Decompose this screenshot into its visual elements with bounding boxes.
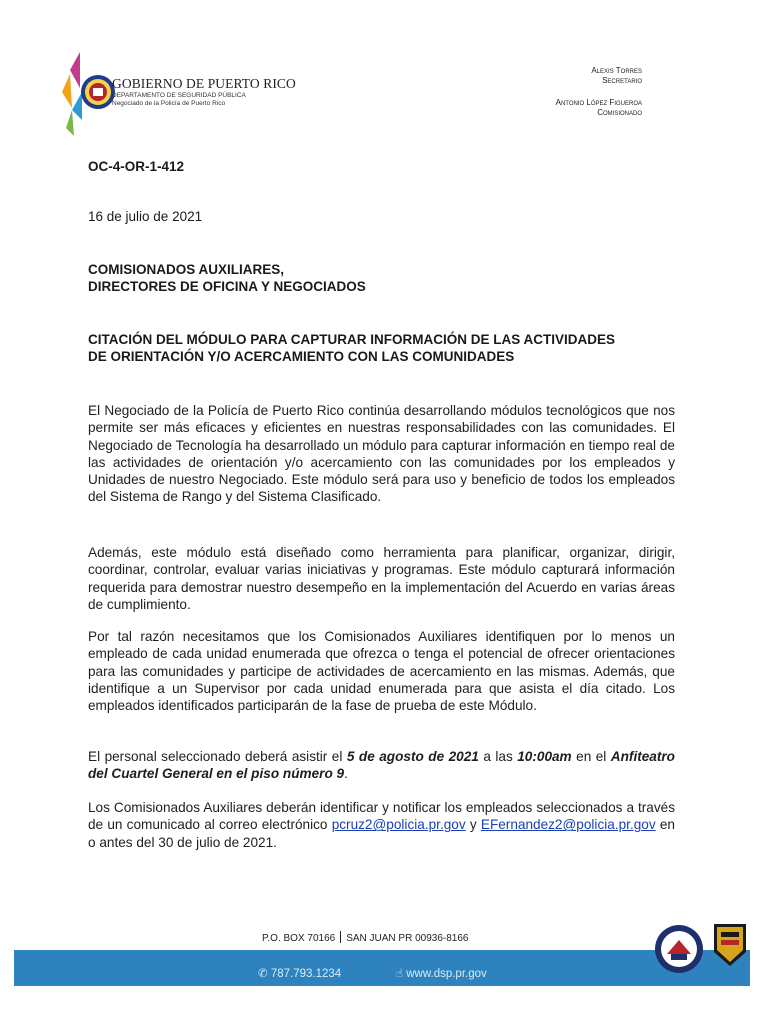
para5-text-a: Los Comisionados Auxiliares deberán identificar y notificar los empleados seleccionados a través de un comunicado al correo electrónico <box>88 800 675 833</box>
paragraph-5 <box>88 799 675 851</box>
government-title: GOBIERNO DE PUERTO RICO <box>112 76 296 91</box>
recipients <box>88 261 366 295</box>
recipients-line-1: COMISIONADOS AUXILIARES, <box>88 262 285 277</box>
meeting-time: 10:00am <box>517 749 572 764</box>
website-link[interactable]: www.dsp.pr.gov <box>406 968 487 980</box>
footer-phone <box>258 966 341 980</box>
phone-number: 787.793.1234 <box>270 968 342 980</box>
email-link-2[interactable]: EFernandez2@policia.pr.gov <box>480 817 656 833</box>
para4-text-b: a las <box>478 749 518 764</box>
city-zip: SAN JUAN PR 00936-8166 <box>346 933 469 944</box>
meeting-date: 5 de agosto de 2021 <box>346 749 479 764</box>
para4-text-d: . <box>344 766 348 782</box>
paragraph-3: Por tal razón necesitamos que los Comisionados Auxiliares identifiquen por lo menos un empleado de cada unidad enumerada que ofrezca o tenga el potencial de ofrecer orientaciones para las comunidades y participe de actividades de acercamiento en las mismas. Además, que identifique a un Supervisor por cada unidad enumerada para que asista el día citado. Los empleados identificados participarán de la fase de prueba de este Módulo. <box>88 629 675 714</box>
recipients-line-2: DIRECTORES DE OFICINA Y NEGOCIADOS <box>88 279 366 294</box>
para5-text-c: en o antes del 30 de julio de 2021. <box>88 817 675 850</box>
po-box: P.O. BOX 70166 <box>262 933 336 944</box>
document-number: OC-4-OR-1-412 <box>88 159 185 174</box>
subject <box>88 331 688 365</box>
officials-block <box>556 66 642 118</box>
address-divider <box>340 931 341 943</box>
badge-seal-icon <box>712 922 748 968</box>
bureau-name: Negociado de la Policía de Puerto Rico <box>112 100 226 107</box>
official-1-name: Alexis Torres <box>591 66 642 75</box>
footer-web <box>396 966 487 980</box>
subject-line-2: DE ORIENTACIÓN Y/O ACERCAMIENTO CON LAS COMUNIDADES <box>88 349 515 364</box>
document-date: 16 de julio de 2021 <box>88 209 203 224</box>
para4-text-a: El personal seleccionado deberá asistir el <box>88 749 347 764</box>
paragraph-4 <box>88 748 675 783</box>
department-name: DEPARTAMENTO DE SEGURIDAD PÚBLICA <box>112 92 246 99</box>
police-seal-icon <box>654 924 704 974</box>
phone-icon: ✆ <box>258 968 268 980</box>
para4-text-c: en el <box>571 749 611 764</box>
meeting-place: Anfiteatro del Cuartel General en el piso número 9 <box>88 749 675 782</box>
para5-text-b: y <box>465 817 481 833</box>
government-logo-icon <box>62 48 116 138</box>
footer-band <box>14 950 750 986</box>
paragraph-2: Además, este módulo está diseñado como herramienta para planificar, organizar, dirigir, coordinar, controlar, evaluar varias iniciativas y programas. Este módulo capturará información requerida para demostrar nuestro desempeño en la implementación del Acuerdo en varias áreas de cumplimiento. <box>88 545 675 612</box>
paragraph-1: El Negociado de la Policía de Puerto Rico continúa desarrollando módulos tecnológicos que nos permite ser más eficaces y eficientes en nuestras responsabilidades con las comunidades. El Negociado de Tecnología ha desarrollado un módulo para capturar información en tiempo real de las actividades de orientación y/o acercamiento con las comunidades por los empleados y Unidades de nuestro Negociado. Este módulo será para uso y beneficio de todos los empleados del Sistema de Rango y del Sistema Clasificado. <box>88 403 675 505</box>
subject-line-1: CITACIÓN DEL MÓDULO PARA CAPTURAR INFORMACIÓN DE LAS ACTIVIDADES <box>88 332 615 347</box>
official-1-title: Secretario <box>602 76 642 85</box>
logo-text-block <box>112 76 296 108</box>
official-2-title: Comisionado <box>597 108 642 117</box>
official-2-name: Antonio López Figueroa <box>555 98 642 107</box>
footer-address <box>262 931 469 944</box>
cursor-icon: ☝ <box>396 968 404 980</box>
email-link-1[interactable]: pcruz2@policia.pr.gov <box>331 817 466 833</box>
